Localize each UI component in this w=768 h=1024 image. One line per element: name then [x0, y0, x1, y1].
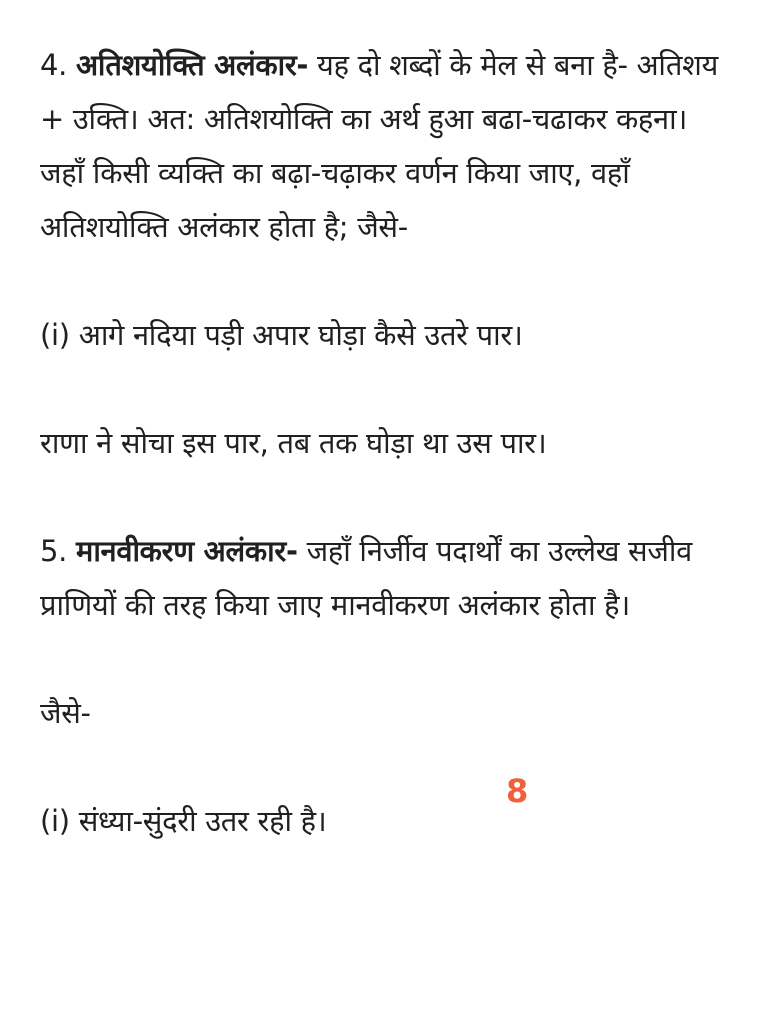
- section-5-example-line-1: (i) संध्या-सुंदरी उतर रही है।: [40, 804, 327, 838]
- spacer: [40, 470, 728, 524]
- section-4-paragraph: [40, 38, 728, 254]
- spacer: [40, 362, 728, 416]
- section-4-example-line-1: (i) आगे नदिया पड़ी अपार घोड़ा कैसे उतरे पार।: [40, 318, 523, 352]
- spacer: [40, 740, 728, 794]
- section-4-heading: अतिशयोक्ति अलंकार-: [76, 48, 309, 82]
- page-number: 8: [506, 772, 529, 810]
- section-5-number: 5.: [40, 534, 68, 568]
- section-5-body: जहाँ निर्जीव पदार्थों का उल्लेख सजीव प्राणियों की तरह किया जाए मानवीकरण अलंकार होता है।: [40, 534, 692, 622]
- section-5-heading: मानवीकरण अलंकार-: [76, 534, 298, 568]
- spacer: [40, 254, 728, 308]
- section-4-number: 4.: [40, 48, 68, 82]
- document-page: [40, 38, 728, 848]
- section-4-body: यह दो शब्दों के मेल से बना है- अतिशय + उक्ति। अत: अतिशयोक्ति का अर्थ हुआ बढा-चढाकर कहना। जहाँ किसी व्यक्ति का बढ़ा-चढ़ाकर वर्णन किया जाए, वहाँ अतिशयोक्ति अलंकार होता है; जैसे-: [40, 48, 719, 244]
- section-5-example-intro: जैसे-: [40, 696, 91, 730]
- section-4-example-line-2: राणा ने सोचा इस पार, तब तक घोड़ा था उस पार।: [40, 426, 547, 460]
- section-5-paragraph: [40, 524, 728, 632]
- spacer: [40, 632, 728, 686]
